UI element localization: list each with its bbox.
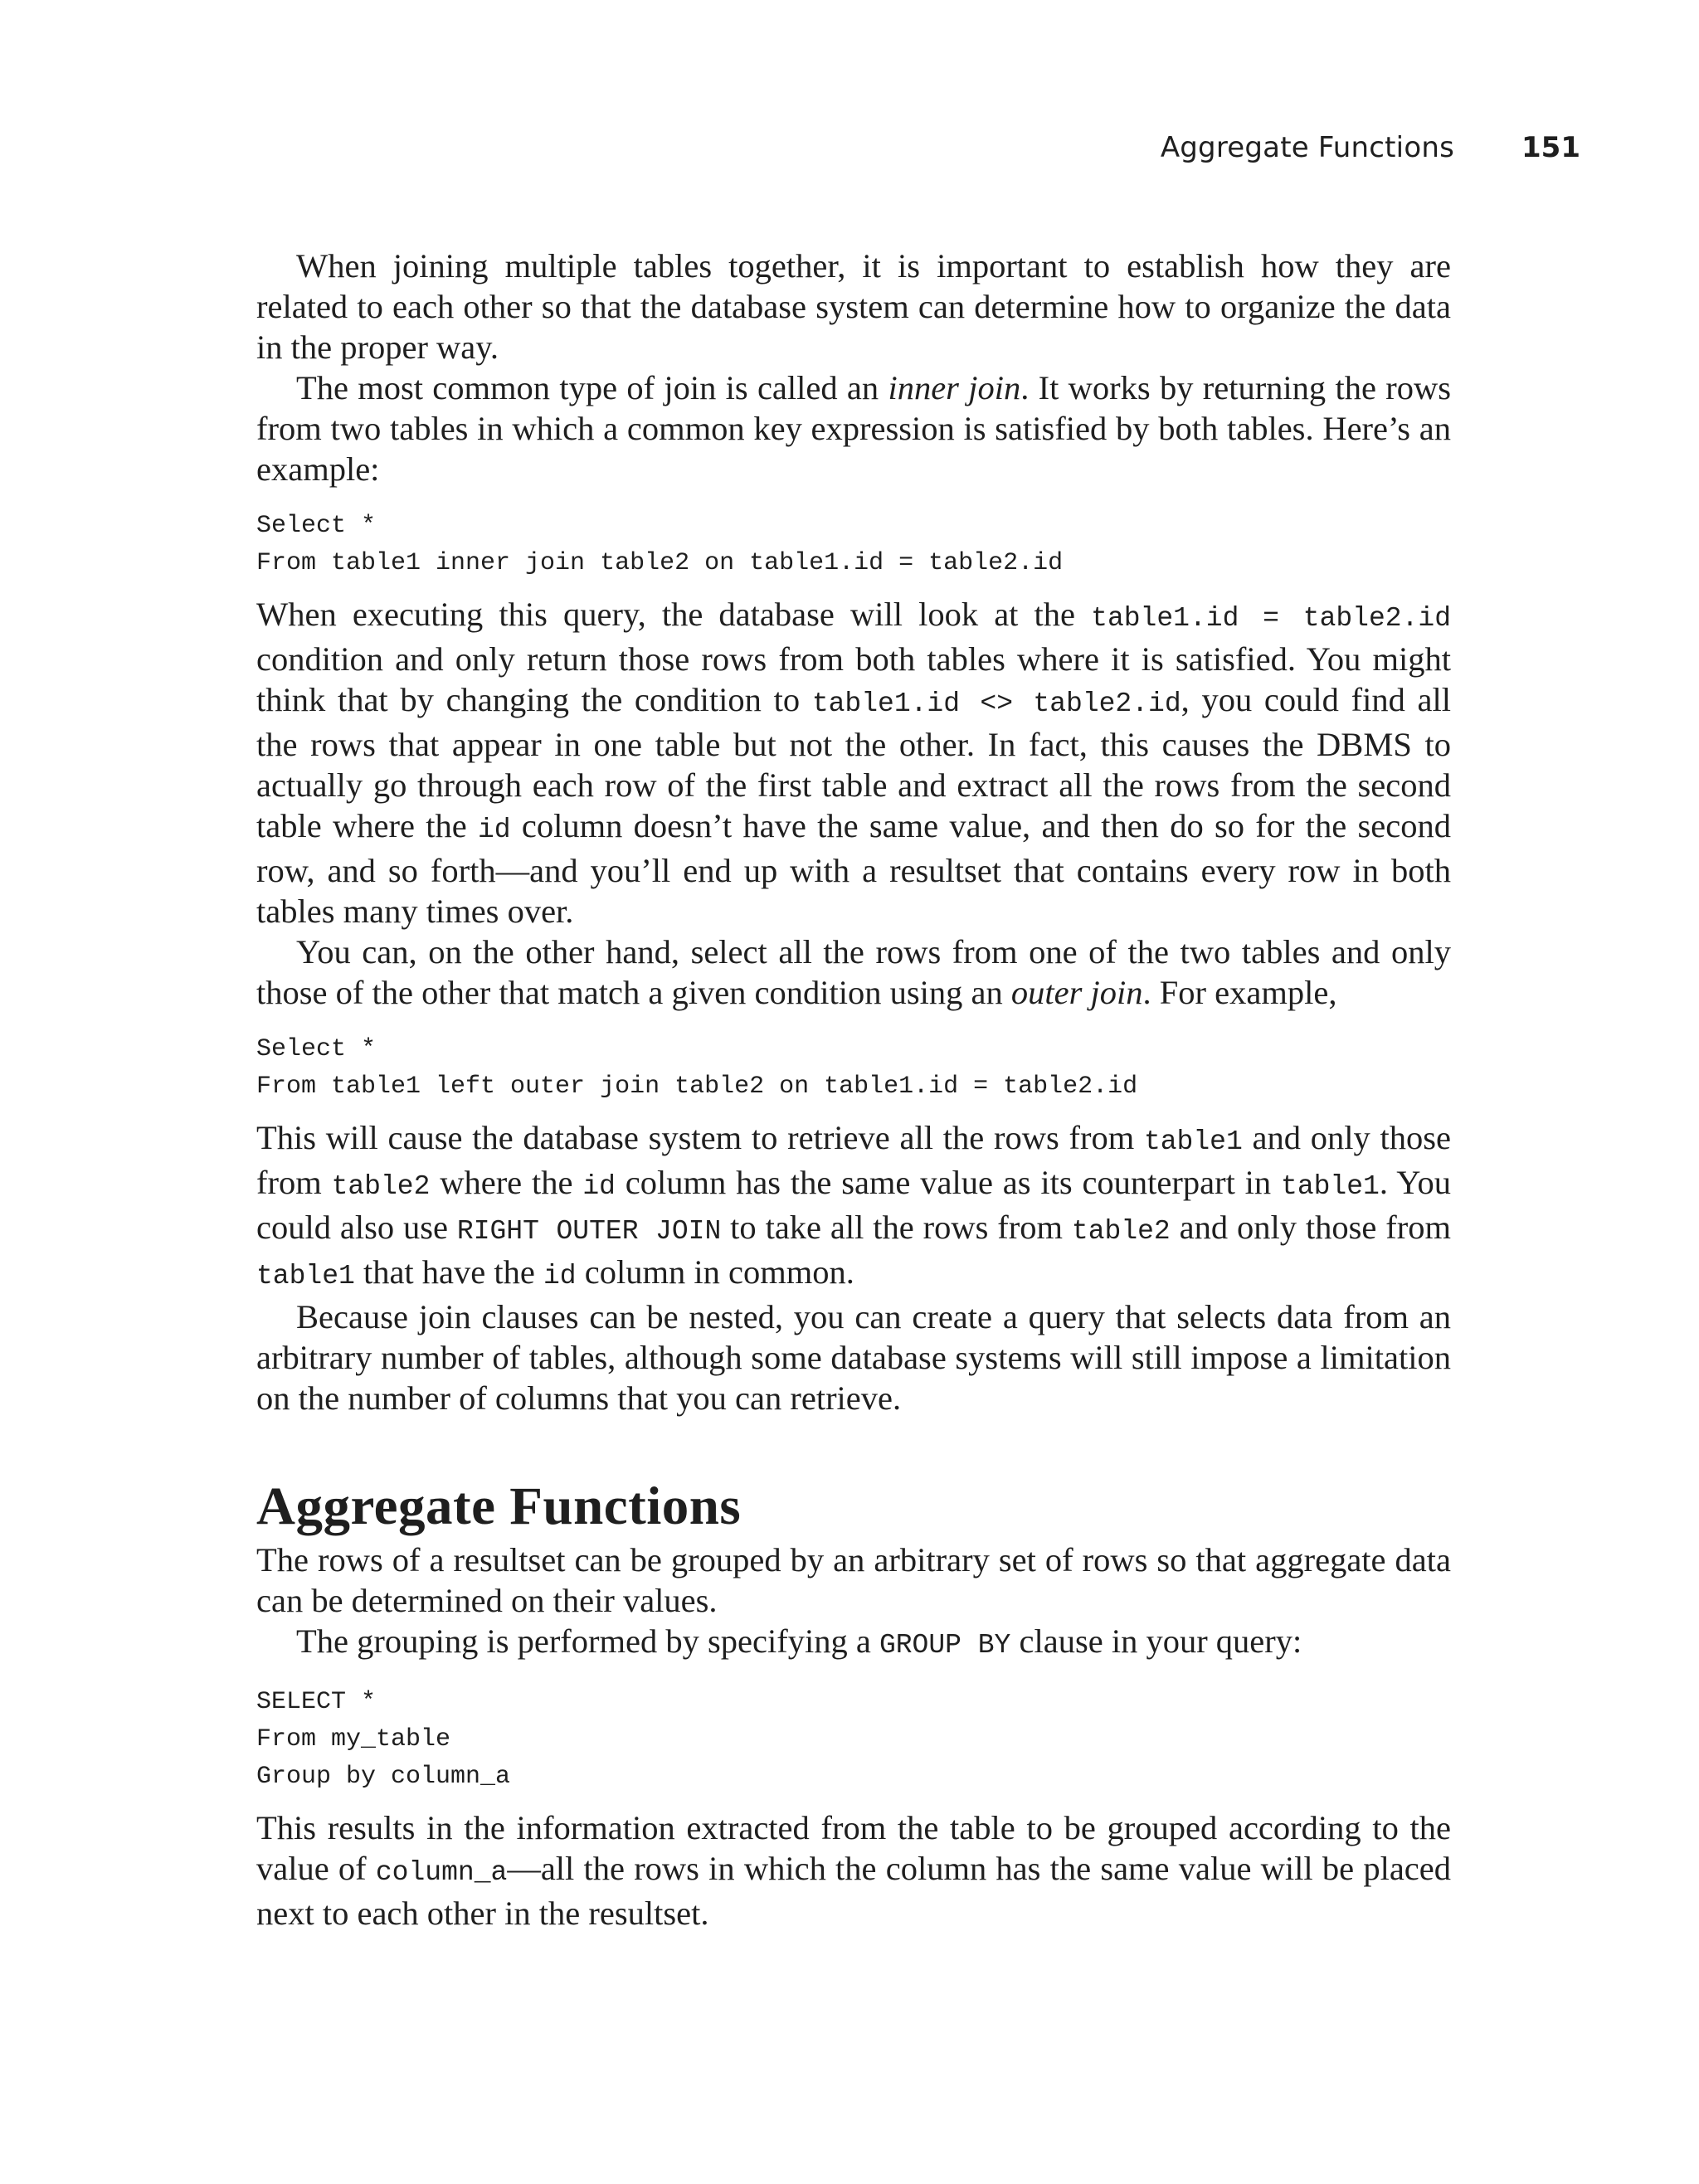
page-number: 151 bbox=[1521, 131, 1580, 164]
text: and only those from bbox=[1170, 1209, 1451, 1246]
paragraph-joining-tables: When joining multiple tables together, it is important to establish how they are related to each other so that the database system can determine how to organize the data in the proper way. bbox=[256, 247, 1451, 366]
paragraph-inner-join bbox=[256, 367, 1451, 489]
page-body bbox=[256, 246, 1451, 1933]
text: This results in the information extracted from the table to be grouped according to the value of bbox=[256, 1809, 1451, 1887]
inline-code: RIGHT OUTER JOIN bbox=[456, 1216, 722, 1247]
text: that have the bbox=[354, 1253, 543, 1291]
text: . It works by returning the rows from two tables in which a common key expression is satisfied by both tables. Here’s an example: bbox=[256, 369, 1451, 488]
inline-code: table2 bbox=[1071, 1216, 1171, 1247]
paragraph-outer-join-explanation bbox=[256, 1117, 1451, 1296]
paragraph-query-explanation bbox=[256, 594, 1451, 931]
inline-code: table1 bbox=[256, 1261, 355, 1291]
inline-code: GROUP BY bbox=[879, 1630, 1011, 1661]
inline-code: id bbox=[582, 1171, 616, 1202]
text: The most common type of join is called an bbox=[296, 369, 888, 406]
text: condition and only return those rows from both tables where it is satisfied. You might think that by changing the condition to bbox=[256, 640, 1451, 718]
inline-code: table2 bbox=[331, 1171, 431, 1202]
text: , you could find all the rows that appear in one table but not the other. In fact, this causes the DBMS to actually go through each row of the first table and extract all the rows from the second table where the bbox=[256, 681, 1452, 844]
text: column has the same value as its counterpart in bbox=[615, 1164, 1282, 1201]
inline-code: table1.id = table2.id bbox=[1091, 603, 1451, 634]
text: where the bbox=[430, 1164, 583, 1201]
text: You can, on the other hand, select all the rows from one of the two tables and only those of the other that match a given condition using an bbox=[256, 933, 1451, 1011]
text: clause in your query: bbox=[1010, 1622, 1302, 1660]
paragraph-nested-joins: Because join clauses can be nested, you can create a query that selects data from an arbitrary number of tables, although some database systems will still impose a limitation on the number of columns that you can retrieve. bbox=[256, 1298, 1451, 1417]
inline-code: table1.id <> table2.id bbox=[811, 688, 1181, 719]
paragraph-group-by bbox=[256, 1621, 1451, 1666]
inline-code: table1 bbox=[1143, 1126, 1243, 1157]
inline-code: id bbox=[477, 815, 511, 845]
code-block-group-by: SELECT * From my_table Group by column_a bbox=[256, 1688, 511, 1791]
paragraph-outer-join bbox=[256, 931, 1451, 1013]
text: and only those from bbox=[256, 1119, 1452, 1201]
text: When executing this query, the database will look at the bbox=[256, 596, 1092, 633]
text: column doesn’t have the same value, and then do so for the second row, and so forth—and you’ll end up with a resultset that contains every row in both tables many times over. bbox=[256, 807, 1451, 930]
term-outer-join: outer join bbox=[1010, 974, 1143, 1011]
text: to take all the rows from bbox=[721, 1209, 1072, 1246]
text: . For example, bbox=[1142, 974, 1337, 1011]
page-header bbox=[0, 131, 1580, 173]
text: The grouping is performed by specifying a bbox=[296, 1622, 879, 1660]
paragraph-grouping-intro: The rows of a resultset can be grouped by an arbitrary set of rows so that aggregate data can be determined on their values. bbox=[256, 1541, 1451, 1619]
text: —all the rows in which the column has the same value will be placed next to each other in the resultset. bbox=[256, 1850, 1451, 1932]
code-block-outer-join: Select * From table1 left outer join table2 on table1.id = table2.id bbox=[256, 1035, 1138, 1101]
running-head: Aggregate Functions bbox=[1160, 131, 1454, 164]
paragraph-group-by-explanation bbox=[256, 1807, 1451, 1933]
text: This will cause the database system to retrieve all the rows from bbox=[256, 1119, 1144, 1156]
text: column in common. bbox=[576, 1253, 854, 1291]
term-inner-join: inner join bbox=[888, 369, 1021, 406]
section-heading: Aggregate Functions bbox=[256, 1476, 742, 1536]
inline-code: table1 bbox=[1281, 1171, 1380, 1202]
code-block-inner-join: Select * From table1 inner join table2 on table1.id = table2.id bbox=[256, 512, 1064, 577]
text: . You could also use bbox=[256, 1164, 1451, 1246]
inline-code: id bbox=[543, 1261, 577, 1291]
inline-code: column_a bbox=[375, 1857, 508, 1888]
